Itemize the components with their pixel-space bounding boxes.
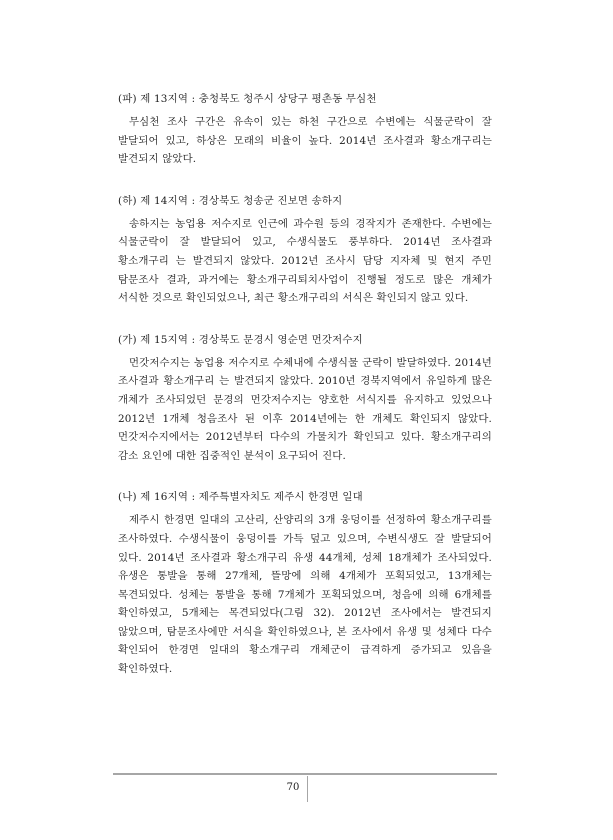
section-paragraph: 송하지는 농업용 저수지로 인근에 과수원 등의 경작지가 존재한다. 수변에는 식물군락이 잘 발달되어 있고, 수생식물도 풍부하다. 2014년 조사결과 황소개구리 는 발견되지 않았다. 2012년 조사시 담당 지자체 및 현지 주민 탐문조사 결과, 과거에는 황소개구리퇴치사업이 진행될 정도로 많은 개체가 서식한 것으로 확인되었으나, 최근 황소개구리의 서식은 확인되지 않고 있다. [118, 217, 492, 305]
section-paragraph: 무심천 조사 구간은 유속이 있는 하천 구간으로 수변에는 식물군락이 잘 발달되어 있고, 하상은 모래의 비율이 높다. 2014년 조사결과 황소개구리는 발견되지 않았다. [118, 116, 492, 166]
section-paragraph: 제주시 한경면 일대의 고산리, 산양리의 3개 웅덩이를 선정하여 황소개구리를 조사하였다. 수생식물이 웅덩이를 가득 덮고 있으며, 수변식생도 잘 발달되어 있다. 2014년 조사결과 황소개구리 유생 44개체, 성체 18개체가 조사되었다. 유생은 통발을 통해 27개체, 뜰망에 의해 4개체가 포획되었고, 13개체는 목견되었다. 성체는 통발을 통해 7개체가 포획되었으며, 청음에 의해 6개체를 확인하였고, 5개체는 목견되었다(그림 32). 2012년 조사에서는 발견되지 않았으며, 탐문조사에만 서식을 확인하였으나, 본 조사에서 유생 및 성체다 다수 확인되어 한경면 일대의 황소개구리 개체군이 급격하게 증가되고 있음을 확인하였다. [118, 514, 492, 676]
footer-rule [113, 773, 497, 775]
section-15 [118, 331, 492, 466]
section-heading: (나) 제 16지역 : 제주특별자치도 제주시 한경면 일대 [118, 491, 363, 504]
section-heading: (하) 제 14지역 : 경상북도 청송군 진보면 송하지 [118, 194, 343, 207]
section-heading: (파) 제 13지역 : 충청북도 청주시 상당구 평촌동 무심천 [118, 93, 377, 105]
section-heading: (가) 제 15지역 : 경상북도 문경시 영순면 먼갓저수지 [118, 333, 363, 346]
section-16 [118, 488, 492, 678]
document-body [118, 90, 492, 702]
page-number: 70 [286, 782, 300, 793]
section-14 [118, 192, 492, 308]
section-13 [118, 90, 492, 169]
section-paragraph: 먼갓저수지는 농업용 저수지로 수체내에 수생식물 군락이 발달하였다. 2014년 조사결과 황소개구리 는 발견되지 않았다. 2010년 경북지역에서 유일하게 많은 개체가 조사되었던 문경의 먼갓저수지는 양호한 서식지를 유지하고 있었으나 2012년 1개체 청음조사 된 이후 2014년에는 한 개체도 확인되지 않았다. 먼갓저수지에서는 2012년부터 다수의 가물치가 확인되고 있다. 황소개구리의 감소 요인에 대한 집중적인 분석이 요구되어 진다. [118, 356, 492, 462]
